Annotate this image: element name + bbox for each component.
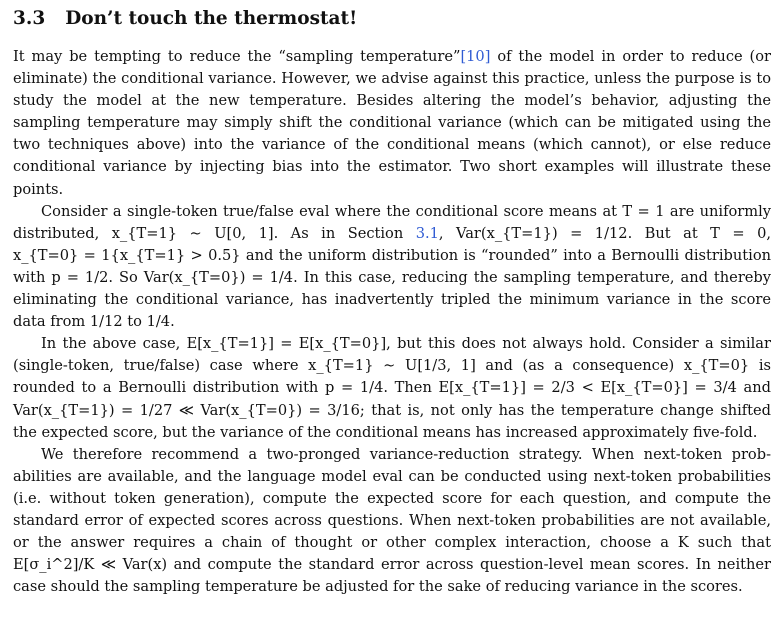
p3-math: Var(x_{T=1}) = 1/27 ≪ Var(x_{T=0}) = 3/16: [13, 401, 360, 419]
p4-math: E[σ_i^2]/K ≪ Var(x): [13, 556, 168, 574]
p3-text: is rounded to a Bernoulli distribution with: [13, 357, 772, 397]
p1-text-b: of the model in order to reduce (or eliminate) the conditional variance. However, we advise against this practice, unless the purpose is to study the model at the new temperature. Besides altering the model’s behavior, adjusting the sampling temperature may simply shift the conditional variance (which can be mitigated using the two techniques above) into the variance of the conditional means (which cannot), or else reduce conditional variance by injecting bias into the estimator. Two short examples will illustrate these points.: [13, 48, 771, 198]
p3-math: E[x_{T=1}] = 2/3 < E[x_{T=0}] = 3/4: [438, 379, 737, 397]
section-number: 3.3: [13, 8, 46, 29]
p3-math: p = 1/4: [325, 379, 384, 397]
p2-math: Var(x_{T=1}) = 1/12: [456, 224, 628, 242]
citation-link[interactable]: [10]: [460, 48, 491, 65]
p4-math: K: [677, 534, 689, 552]
section-ref-link[interactable]: 3.1: [415, 224, 439, 242]
paragraph-4: [13, 444, 771, 599]
p2-math: x_{T=0} = 1{x_{T=1} > 0.5}: [13, 246, 241, 264]
p3-math: x_{T=0}: [683, 357, 750, 375]
p4-text: and compute the standard error across question-level mean scores. In neither case should the sampling temperature be adjusted for the sake of reducing variance in the scores.: [13, 556, 771, 596]
p2-text: Consider a single-token true/false eval where the conditional score means at: [41, 202, 623, 220]
p2-math: x_{T=1} ∼ U[0, 1]: [111, 224, 274, 242]
p2-math: T = 1: [622, 202, 665, 220]
p1-text-a: It may be tempting to reduce the “sampling temperature”: [13, 48, 461, 65]
section-heading: [13, 6, 771, 32]
p2-text: . But at: [627, 224, 711, 242]
p3-text: and (as a consequence): [475, 357, 684, 375]
p3-text: In the above case,: [41, 335, 187, 353]
p3-text: , but this does not always hold. Consider a similar (single-token, true/false) case where: [13, 335, 771, 375]
paragraph-2: [13, 201, 771, 334]
p2-text: ,: [766, 224, 771, 242]
p3-text: ; that is, not only has the temperature change shifted the expected score, but the variance of the conditional means has increased approximately five-fold.: [13, 401, 772, 441]
paper-page: [13, 6, 771, 598]
p3-text: . Then: [383, 379, 439, 397]
p3-math: E[x_{T=1}] = E[x_{T=0}]: [186, 335, 387, 353]
p2-text: are uniformly distributed,: [13, 202, 771, 242]
section-title: Don’t touch the thermostat!: [65, 8, 358, 29]
p2-text: ,: [438, 224, 457, 242]
p4-text: We therefore recommend a two-pronged variance-reduction strategy. When next-token probabilities are available, and the language model eval can be conducted using next-token probabilities (i.e. without token generation), compute the expected score for each question, and compute the standard error of expected scores across questions. When next-token probabilities are not available, or the answer requires a chain of thought or other complex interaction, choose a: [13, 445, 771, 552]
p2-math: p = 1/2: [51, 268, 109, 286]
p2-math: Var(x_{T=0}) = 1/4: [143, 268, 294, 286]
p4-text: such that: [688, 534, 771, 552]
p2-text: and the uniform distribution is “rounded” into a Bernoulli distribution with: [13, 246, 772, 286]
p3-math: x_{T=1} ∼ U[1/3, 1]: [308, 357, 476, 375]
paragraph-1: [13, 46, 771, 201]
p3-text: and: [736, 379, 771, 397]
p2-math: T = 0: [710, 224, 767, 242]
p2-text: . As in Section: [273, 224, 416, 242]
p2-text: . So: [108, 268, 144, 286]
p2-text: . In this case, reducing the sampling temperature, and thereby eliminating the conditional variance, has inadvertently tripled the minimum variance in the score data from 1/12 to 1/4.: [13, 268, 772, 331]
paragraph-3: [13, 333, 771, 443]
